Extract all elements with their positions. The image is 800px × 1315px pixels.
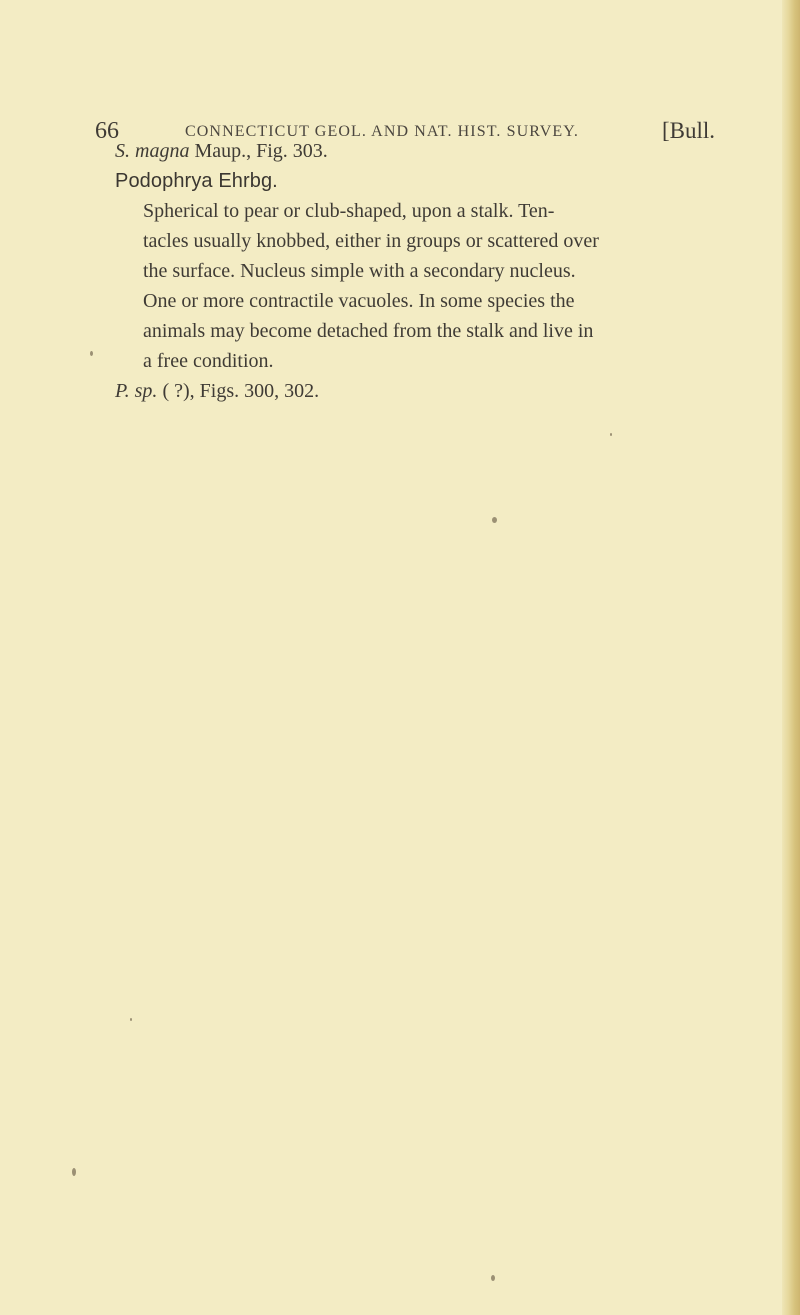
paper-speck [610, 433, 612, 436]
description-line-2: tacles usually knobbed, either in groups or scattered over [143, 230, 599, 252]
genus-heading [115, 166, 725, 196]
paper-speck [72, 1168, 76, 1176]
paper-speck [130, 1018, 132, 1021]
genus-description [143, 196, 723, 376]
description-line-3: the surface. Nucleus simple with a secondary nucleus. [143, 260, 576, 282]
description-line-6: a free condition. [143, 350, 274, 372]
genus-author: Ehrbg. [218, 170, 278, 192]
page-edge-shadow [782, 0, 800, 1315]
page-number: 66 [95, 118, 119, 144]
species-citation: ( ?), Figs. 300, 302. [162, 380, 320, 402]
genus-name: Podophrya [115, 170, 213, 192]
species-entry-magna [115, 136, 725, 166]
paper-speck [90, 351, 93, 356]
species-entry-sp [115, 376, 725, 406]
running-title: CONNECTICUT GEOL. AND NAT. HIST. SURVEY. [185, 123, 579, 140]
species-name-abbrev: S. [115, 140, 130, 162]
species-name-abbrev: P. [115, 380, 130, 402]
species-name-epithet: sp. [134, 380, 158, 402]
species-citation: Maup., Fig. 303. [194, 140, 328, 162]
species-name-epithet: magna [135, 140, 190, 162]
paper-speck [491, 1275, 495, 1281]
paper-speck [492, 517, 497, 523]
description-line-5: animals may become detached from the stalk and live in [143, 320, 594, 342]
page-body [115, 136, 725, 406]
description-line-4: One or more contractile vacuoles. In some species the [143, 290, 575, 312]
bulletin-mark: [Bull. [661, 118, 715, 143]
description-line-1: Spherical to pear or club-shaped, upon a stalk. Ten- [143, 200, 555, 222]
